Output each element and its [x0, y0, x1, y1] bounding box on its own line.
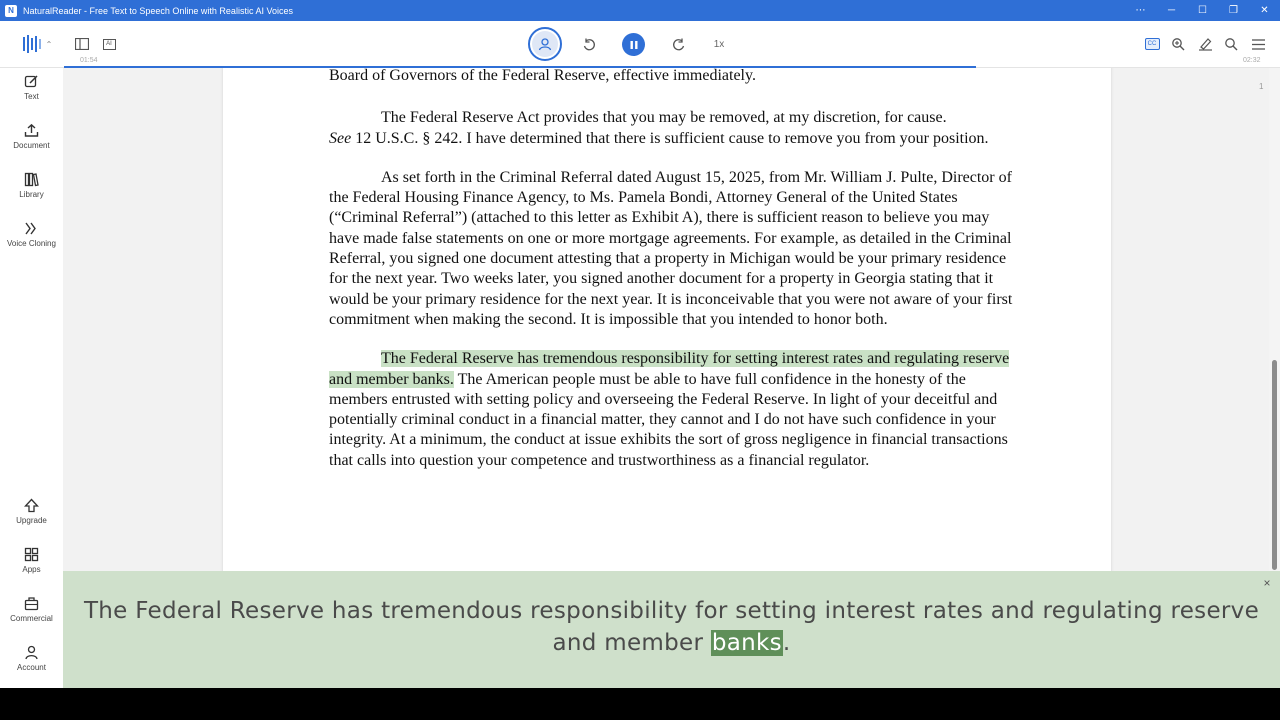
- document-scrollbar[interactable]: [1269, 68, 1280, 571]
- search-icon: [1224, 37, 1238, 51]
- pause-icon: [629, 40, 639, 50]
- forward-icon: [672, 38, 686, 52]
- naturalreader-logo-button[interactable]: [20, 33, 54, 55]
- voice-avatar-icon: [532, 31, 558, 57]
- rewind-icon: [582, 38, 596, 52]
- toggle-panel-button[interactable]: [74, 37, 90, 51]
- player-toolbar: [0, 21, 1280, 68]
- close-icon: ×: [1263, 576, 1271, 590]
- waves-icon: [24, 221, 39, 236]
- sidebar-item-account[interactable]: [0, 645, 63, 672]
- zoom-in-icon: [1171, 37, 1185, 51]
- books-icon: [24, 172, 39, 187]
- caption-text-after: .: [782, 630, 791, 656]
- paragraph-3: [329, 349, 1019, 471]
- ai-icon: AI: [103, 39, 116, 50]
- paragraph-1: [329, 108, 1019, 149]
- p1-see: See: [329, 129, 352, 147]
- restore-button[interactable]: ☐: [1198, 5, 1207, 16]
- p1-text-start: The Federal Reserve Act provides that you may be removed, at my discretion, for cause.: [381, 109, 947, 127]
- naturalreader-logo-icon: [22, 34, 44, 54]
- caption-text-before: The Federal Reserve has tremendous responsibility for setting interest rates and regulating reserve and member: [83, 598, 1260, 656]
- upgrade-icon: [24, 498, 39, 513]
- caption-text: [63, 595, 1280, 659]
- forward-button[interactable]: [670, 36, 688, 54]
- search-button[interactable]: [1223, 36, 1239, 52]
- scrollbar-thumb[interactable]: [1272, 360, 1277, 570]
- current-sentence-highlight: The Federal Reserve has tremendous responsibility for setting interest rates and regulating reserve and member banks.: [329, 350, 1010, 388]
- sidebar-item-label: Document: [13, 141, 50, 150]
- pause-button[interactable]: [622, 33, 645, 56]
- menu-icon: [1252, 39, 1265, 50]
- sidebar-item-commercial[interactable]: [0, 596, 63, 623]
- account-icon: [24, 645, 39, 660]
- title-bar: [0, 0, 1280, 21]
- apps-icon: [24, 547, 39, 562]
- sidebar-item-apps[interactable]: [0, 547, 63, 574]
- chevron-up-icon: ⌃: [45, 39, 53, 49]
- left-sidebar: [0, 68, 63, 688]
- p3-text-rest: The American people must be able to have full confidence in the honesty of the members entrusted with setting policy and overseeing the Federal Reserve. In light of your deceitful and potentially criminal conduct in a financial matter, they cannot and I do not have such confidence in your integrity. At a minimum, the conduct at issue exhibits the sort of gross negligence in financial transactions that calls into question your competence and trustworthiness as a financial regulator.: [329, 370, 1008, 469]
- rewind-button[interactable]: [580, 36, 598, 54]
- ai-button[interactable]: [101, 37, 117, 51]
- sidebar-item-label: Text: [24, 92, 39, 101]
- sidebar-item-label: Account: [17, 663, 46, 672]
- document-page: [223, 68, 1111, 571]
- upload-icon: [24, 123, 39, 138]
- sidebar-item-label: Apps: [22, 565, 41, 574]
- sidebar-item-label: Library: [19, 190, 44, 199]
- voice-select-button[interactable]: [528, 27, 562, 61]
- sidebar-item-label: Upgrade: [16, 516, 47, 525]
- caption-current-word: banks: [711, 630, 782, 656]
- speed-button[interactable]: 1x: [713, 38, 725, 50]
- highlight-button[interactable]: [1196, 36, 1214, 52]
- sidebar-item-voice-cloning[interactable]: [0, 221, 63, 248]
- page-text: [329, 68, 1019, 490]
- minimize-button[interactable]: ─: [1167, 5, 1176, 16]
- p2-text: As set forth in the Criminal Referral dated August 15, 2025, from Mr. William J. Pulte, Director of the Federal Housing Finance Agency, to Ms. Pamela Bondi, Attorney General of the United States (“Criminal Referral”) (attached to this letter as Exhibit A), there is sufficient reason to believe you may have made false statements on one or more mortgage agreements. For example, as detailed in the Criminal Referral, you signed one document attesting that a property in Michigan would be your primary residence for the next year. Two weeks later, you signed another document for a property in Georgia stating that it would be your primary residence for the next year. It is inconceivable that you were not aware of your first commitment when making the second. It is impossible that you intended to honor both.: [329, 168, 1013, 328]
- sidebar-item-text[interactable]: [0, 74, 63, 101]
- time-total: 02:32: [1243, 57, 1261, 64]
- window-title: NaturalReader - Free Text to Speech Online with Realistic AI Voices: [23, 5, 293, 16]
- sidebar-item-label: Voice Cloning: [7, 239, 56, 248]
- highlighter-icon: [1198, 37, 1213, 51]
- cc-icon: CC: [1145, 38, 1160, 50]
- document-viewer[interactable]: [63, 68, 1269, 571]
- app-logo-icon: N: [5, 5, 17, 17]
- briefcase-icon: [24, 596, 39, 611]
- page-number: 1: [1259, 82, 1264, 91]
- sidebar-toggle-icon: [75, 38, 89, 50]
- zoom-in-button[interactable]: [1170, 36, 1186, 52]
- menu-button[interactable]: [1250, 36, 1266, 52]
- caption-panel: [63, 571, 1280, 688]
- maximize-button[interactable]: ❐: [1229, 5, 1238, 16]
- paragraph-2: [329, 168, 1019, 330]
- p1-text-rest: 12 U.S.C. § 242. I have determined that there is sufficient cause to remove you from your position.: [355, 129, 989, 147]
- sidebar-item-label: Commercial: [10, 614, 53, 623]
- sidebar-item-library[interactable]: [0, 172, 63, 199]
- more-options-button[interactable]: ⋯: [1135, 5, 1146, 16]
- paragraph-top-line: Board of Governors of the Federal Reserve, effective immediately.: [329, 68, 756, 84]
- sidebar-item-upgrade[interactable]: [0, 498, 63, 525]
- sidebar-item-document[interactable]: [0, 123, 63, 150]
- close-caption-button[interactable]: [1261, 577, 1273, 589]
- time-elapsed: 01:54: [80, 57, 98, 64]
- close-window-button[interactable]: ✕: [1260, 5, 1269, 16]
- captions-button[interactable]: [1144, 37, 1160, 51]
- edit-icon: [24, 74, 39, 89]
